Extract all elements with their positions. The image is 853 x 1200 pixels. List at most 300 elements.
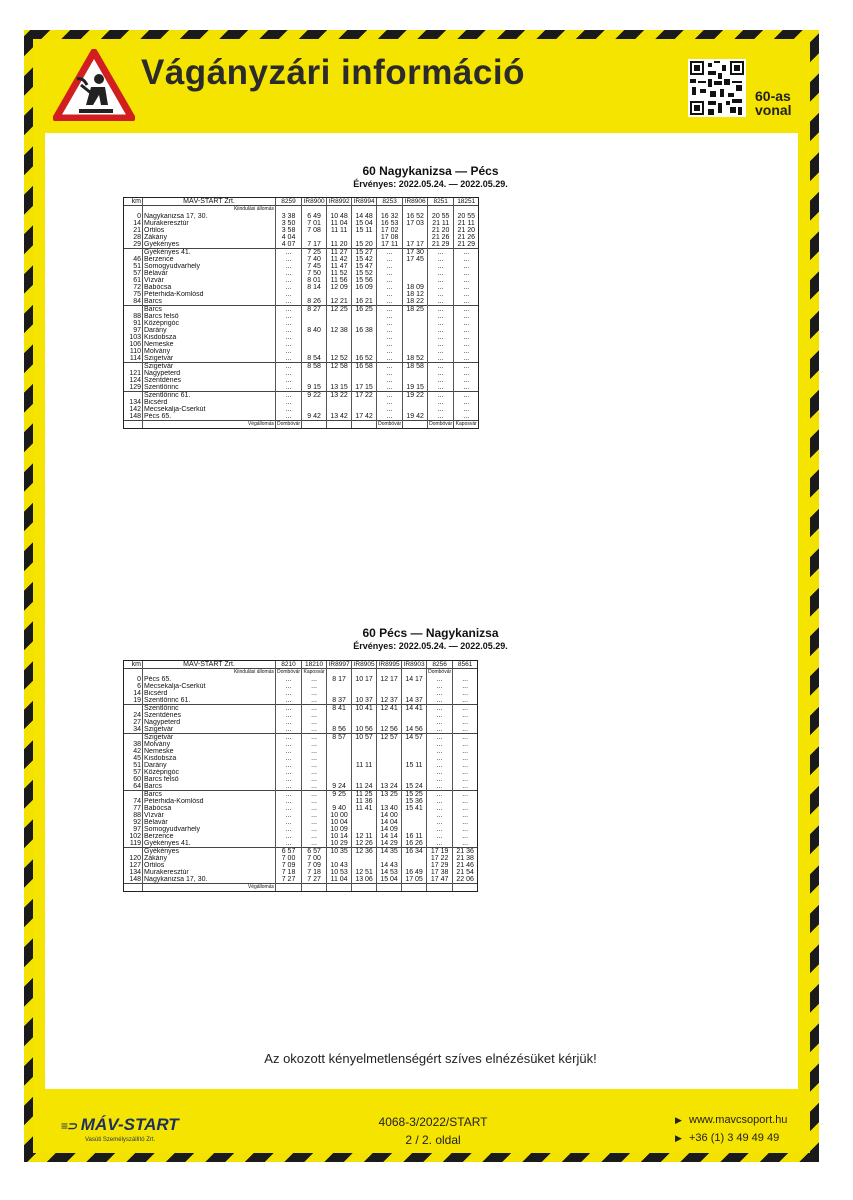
timetable1-start-label: Kiindulási állomás: [143, 206, 276, 214]
timetable2-time-cell: ...: [302, 798, 327, 805]
timetable2-time-cell: ...: [453, 697, 478, 705]
timetable2-time-cell: ...: [427, 833, 453, 840]
timetable2-time-cell: ...: [276, 719, 302, 726]
timetable2-end-station: [402, 884, 427, 892]
timetable2-end-station: [276, 884, 302, 892]
timetable1-time-cell: 8 40: [302, 327, 327, 334]
timetable1-time-cell: [302, 399, 327, 406]
timetable1-time-cell: [352, 334, 377, 341]
timetable1-station-cell: Mecsekalja-Cserkút: [143, 406, 276, 413]
timetable1-km-cell: 103: [129, 334, 141, 341]
timetable1-time-cell: 16 52: [352, 355, 377, 363]
timetable2-time-cell: [327, 683, 352, 690]
timetable1-end-label: Végállomás: [143, 421, 276, 429]
timetable2-time-cell: [377, 776, 402, 783]
timetable1-time-cell: ...: [276, 399, 302, 406]
doc-number: 4068-3/2022/START: [378, 1115, 488, 1129]
timetable1-time-cell: [327, 291, 352, 298]
timetable1-time-cell: 11 20: [327, 241, 352, 249]
timetable2-time-cell: ...: [427, 812, 453, 819]
timetable1-km-cell: 121: [129, 370, 141, 377]
timetable1-time-cell: ...: [428, 399, 454, 406]
timetable1-time-cell: 17 22: [352, 392, 377, 400]
timetable1-time-cell: ...: [276, 263, 302, 270]
timetable1-row: [124, 291, 478, 298]
timetable1-time-cell: 7 45: [302, 263, 327, 270]
timetable1-time-cell: ...: [428, 327, 454, 334]
timetable1-time-cell: ...: [377, 399, 403, 406]
timetable2-time-cell: 15 41: [402, 805, 427, 812]
timetable2-end-station: [377, 884, 402, 892]
timetable1-time-cell: 16 58: [352, 363, 377, 371]
timetable1-train-number: IR8906: [403, 198, 428, 206]
timetable1-time-cell: 10 48: [327, 213, 352, 220]
timetable1-time-cell: 16 32: [377, 213, 403, 220]
timetable1-end-station: Kaposvár: [455, 421, 477, 427]
timetable1-time-cell: [302, 334, 327, 341]
qr-code-icon[interactable]: [688, 59, 746, 117]
timetable1-station-cell: Barcs felső: [143, 313, 276, 320]
timetable2-time-cell: ...: [276, 819, 302, 826]
timetable1-time-cell: ...: [377, 277, 403, 284]
timetable2-km-cell: 77: [133, 805, 141, 812]
timetable1-time-cell: ...: [276, 291, 302, 298]
timetable2-time-cell: ...: [427, 791, 453, 799]
timetable2-time-cell: ...: [453, 712, 478, 719]
timetable2-time-cell: ...: [302, 819, 327, 826]
timetable1-time-cell: [403, 348, 428, 355]
timetable2-time-cell: [377, 690, 402, 697]
timetable1-time-cell: ...: [276, 392, 302, 400]
timetable2-time-cell: 7 18: [276, 869, 302, 876]
timetable1-time-cell: ...: [276, 355, 302, 363]
timetable2-time-cell: 6 57: [276, 848, 302, 856]
timetable2-time-cell: 15 24: [402, 783, 427, 791]
brand-name: MÁV-START: [80, 1115, 179, 1134]
timetable1-time-cell: ...: [454, 384, 479, 392]
timetable1-time-cell: ...: [377, 313, 403, 320]
timetable2-station-cell: Nagykanizsa 17, 30.: [143, 876, 276, 884]
timetable1-time-cell: 9 22: [302, 392, 327, 400]
timetable2-time-cell: ...: [276, 812, 302, 819]
timetable2-km-cell: [124, 848, 143, 856]
timetable2-time-cell: ...: [453, 748, 478, 755]
timetable1-km-cell: 106: [129, 341, 141, 348]
timetable2-time-cell: ...: [453, 755, 478, 762]
timetable1-row: [124, 256, 478, 263]
timetable1-time-cell: [327, 341, 352, 348]
timetable1-time-cell: 20 55: [454, 213, 479, 220]
timetable2-station-cell: Szentdénes: [143, 712, 276, 719]
timetable2-time-cell: ...: [427, 676, 453, 683]
timetable1-station-cell: Szigetvár: [143, 363, 276, 371]
timetable1-time-cell: ...: [276, 370, 302, 377]
timetable2-row: [124, 826, 477, 833]
timetable1-km-cell: 124: [129, 377, 141, 384]
timetable2-time-cell: ...: [453, 683, 478, 690]
timetable1-row: [124, 227, 478, 234]
timetable2-time-cell: 14 57: [402, 734, 427, 742]
timetable2-time-cell: 8 17: [327, 676, 352, 683]
timetable2-row: [124, 741, 477, 748]
timetable1-time-cell: ...: [377, 392, 403, 400]
timetable1-time-cell: 7 40: [302, 256, 327, 263]
timetable1-time-cell: ...: [428, 348, 454, 355]
timetable2-time-cell: 12 56: [377, 726, 402, 734]
timetable2-time-cell: 10 00: [327, 812, 352, 819]
timetable1-time-cell: [327, 313, 352, 320]
timetable2-time-cell: 15 04: [377, 876, 402, 884]
timetable1-km-cell: 129: [129, 384, 141, 391]
timetable2-time-cell: ...: [453, 769, 478, 776]
timetable1-row: [124, 277, 478, 284]
timetable2-time-cell: 10 53: [327, 869, 352, 876]
timetable1-time-cell: [403, 377, 428, 384]
timetable1-time-cell: ...: [276, 320, 302, 327]
timetable2-station-cell: Péterhida-Komlósd: [143, 798, 276, 805]
timetable1-time-cell: 18 52: [403, 355, 428, 363]
timetable2-station-cell: Örtilos: [143, 862, 276, 869]
timetable2-time-cell: 7 00: [276, 855, 302, 862]
timetable2-time-cell: ...: [302, 812, 327, 819]
timetable2-time-cell: [352, 862, 377, 869]
timetable1-time-cell: ...: [428, 392, 454, 400]
timetable2-time-cell: ...: [302, 734, 327, 742]
timetable2-time-cell: 7 27: [302, 876, 327, 884]
warning-sign-icon: [53, 49, 135, 121]
timetable1-row: [124, 284, 478, 291]
timetable2-km-cell: 60: [133, 776, 141, 783]
timetable2-time-cell: ...: [276, 741, 302, 748]
timetable2-time-cell: 12 36: [352, 848, 377, 856]
timetable2-time-cell: ...: [427, 762, 453, 769]
timetable2-km-cell: 27: [133, 719, 141, 726]
timetable1-end-station: [403, 421, 428, 429]
timetable1-km-header: km: [131, 198, 141, 205]
timetable2-start-row: [124, 669, 477, 677]
timetable2-km-header: km: [131, 661, 141, 668]
timetable2-time-cell: [402, 741, 427, 748]
timetable2-time-cell: ...: [453, 833, 478, 840]
timetable2-row: [124, 755, 477, 762]
timetable2-row: [124, 769, 477, 776]
timetable1-start-station: [302, 206, 327, 214]
timetable1-time-cell: ...: [454, 341, 479, 348]
timetable2-time-cell: ...: [427, 734, 453, 742]
timetable2-time-cell: ...: [453, 776, 478, 783]
timetable1-end-station: Dombóvár: [429, 421, 453, 427]
timetable1-time-cell: 11 42: [327, 256, 352, 263]
timetable2-row: [124, 833, 477, 840]
website-link[interactable]: [675, 1111, 787, 1129]
timetable1-train-number: 8253: [377, 198, 403, 206]
timetable1-time-cell: ...: [428, 363, 454, 371]
timetable1-time-cell: 7 17: [302, 241, 327, 249]
yellow-panel: [33, 39, 810, 1153]
timetable1-time-cell: 11 47: [327, 263, 352, 270]
timetable2-time-cell: [327, 798, 352, 805]
timetable1-time-cell: 17 15: [352, 384, 377, 392]
timetable2-time-cell: ...: [276, 776, 302, 783]
timetable1-time-cell: ...: [276, 256, 302, 263]
timetable1-row: [124, 327, 478, 334]
line-badge: [755, 89, 792, 117]
timetable1-time-cell: ...: [276, 406, 302, 413]
timetable1-time-cell: ...: [377, 370, 403, 377]
timetable1-time-cell: [302, 313, 327, 320]
timetable2-km-cell: 0: [137, 676, 141, 683]
timetable1-time-cell: ...: [276, 413, 302, 421]
timetable2-row: [124, 840, 477, 848]
timetable2-time-cell: [327, 769, 352, 776]
timetable2-km-cell: [124, 791, 143, 799]
timetable1-time-cell: 8 58: [302, 363, 327, 371]
timetable1-end-station: [327, 421, 352, 429]
line-badge-label: vonal: [755, 102, 792, 118]
timetable2-time-cell: ...: [276, 791, 302, 799]
timetable1-row: [124, 355, 478, 363]
timetable1-km-cell: [124, 363, 143, 371]
timetable1-row: [124, 270, 478, 277]
timetable1-time-cell: 16 21: [352, 298, 377, 306]
timetable2-time-cell: 8 37: [327, 697, 352, 705]
timetable1-time-cell: 17 45: [403, 256, 428, 263]
timetable2-km-cell: 14: [133, 690, 141, 697]
timetable2-time-cell: [377, 741, 402, 748]
timetable2-time-cell: ...: [453, 798, 478, 805]
timetable2-time-cell: 7 09: [276, 862, 302, 869]
timetable2-time-cell: ...: [302, 712, 327, 719]
timetable2-time-cell: [377, 798, 402, 805]
timetable1-km-cell: 29: [133, 241, 141, 248]
timetable2-time-cell: ...: [276, 833, 302, 840]
timetable1-time-cell: [352, 341, 377, 348]
timetable1-time-cell: [403, 406, 428, 413]
timetable1-time-cell: 16 09: [352, 284, 377, 291]
timetable2-km-cell: 74: [133, 798, 141, 805]
timetable1-time-cell: [403, 234, 428, 241]
timetable2-time-cell: 10 17: [352, 676, 377, 683]
timetable1-station-cell: Kisdobsza: [143, 334, 276, 341]
timetable1-operator: MÁV-START Zrt.: [143, 198, 276, 206]
timetable1-time-cell: 19 15: [403, 384, 428, 392]
timetable1-time-cell: 21 11: [454, 220, 479, 227]
timetable1-time-cell: ...: [428, 249, 454, 257]
timetable1-time-cell: ...: [276, 249, 302, 257]
timetable1-time-cell: [327, 234, 352, 241]
timetable1-km-cell: 91: [133, 320, 141, 327]
timetable2-time-cell: ...: [302, 741, 327, 748]
timetable1-time-cell: 21 29: [428, 241, 454, 249]
timetable2-time-cell: 16 49: [402, 869, 427, 876]
timetable2-time-cell: 10 04: [327, 819, 352, 826]
timetable1-time-cell: 15 27: [352, 249, 377, 257]
timetable2-time-cell: [377, 683, 402, 690]
timetable1-start-station: [454, 206, 479, 214]
timetable1-time-cell: [302, 234, 327, 241]
timetable2-station-cell: Barcs: [143, 783, 276, 791]
timetable1-time-cell: ...: [454, 377, 479, 384]
timetable1-time-cell: 15 56: [352, 277, 377, 284]
timetable1-time-cell: ...: [428, 320, 454, 327]
timetable2: [123, 660, 478, 892]
timetable1-time-cell: 11 04: [327, 220, 352, 227]
timetable2-row: [124, 791, 477, 799]
timetable2-start-station: [352, 669, 377, 677]
timetable2-time-cell: 13 25: [377, 791, 402, 799]
timetable2-km-cell: 102: [129, 833, 141, 840]
timetable2-time-cell: 10 37: [352, 697, 377, 705]
timetable2-km-cell: 64: [133, 783, 141, 790]
timetable2-time-cell: ...: [453, 783, 478, 791]
timetable1-time-cell: ...: [377, 284, 403, 291]
timetable2-station-cell: Szigetvár: [143, 734, 276, 742]
timetable1-time-cell: 15 47: [352, 263, 377, 270]
timetable2-km-cell: 119: [129, 840, 141, 847]
timetable1-time-cell: 13 22: [327, 392, 352, 400]
timetable2-time-cell: [402, 855, 427, 862]
mav-start-logo[interactable]: [61, 1115, 179, 1135]
timetable2-time-cell: [377, 855, 402, 862]
timetable2-time-cell: ...: [427, 769, 453, 776]
timetable2-start-station: [377, 669, 402, 677]
timetable2-row: [124, 726, 477, 734]
timetable2-time-cell: ...: [302, 748, 327, 755]
timetable2-time-cell: ...: [427, 705, 453, 713]
timetable2-time-cell: ...: [302, 690, 327, 697]
timetable1-time-cell: [302, 377, 327, 384]
timetable1-time-cell: 17 03: [403, 220, 428, 227]
timetable1-train-number: IR8992: [327, 198, 352, 206]
timetable1-station-cell: Murakeresztúr: [143, 220, 276, 227]
timetable2-time-cell: 14 04: [377, 819, 402, 826]
timetable1-time-cell: ...: [454, 291, 479, 298]
timetable2-time-cell: 10 29: [327, 840, 352, 848]
timetable2-time-cell: ...: [302, 676, 327, 683]
timetable2-time-cell: ...: [453, 805, 478, 812]
timetable2-time-cell: 12 51: [352, 869, 377, 876]
timetable1-row: [124, 320, 478, 327]
timetable2-time-cell: 15 25: [402, 791, 427, 799]
timetable2-time-cell: ...: [453, 762, 478, 769]
timetable2-time-cell: ...: [302, 762, 327, 769]
timetable2-time-cell: ...: [276, 734, 302, 742]
timetable2-time-cell: 12 17: [377, 676, 402, 683]
timetable1-station-cell: Középrigóc: [143, 320, 276, 327]
timetable1-time-cell: ...: [454, 298, 479, 306]
timetable2-title: 60 Pécs — Nagykanizsa: [362, 626, 499, 640]
timetable2-time-cell: 12 57: [377, 734, 402, 742]
timetable2-station-cell: Nagypeterd: [143, 719, 276, 726]
brand-sub: Vasúti Személyszállító Zrt.: [85, 1137, 156, 1143]
timetable2-time-cell: [377, 755, 402, 762]
timetable2-time-cell: 10 57: [352, 734, 377, 742]
timetable2-time-cell: [352, 683, 377, 690]
timetable1-time-cell: ...: [377, 298, 403, 306]
timetable2-km-cell: 24: [133, 712, 141, 719]
timetable1-time-cell: 16 38: [352, 327, 377, 334]
timetable2-time-cell: 17 22: [427, 855, 453, 862]
timetable2-time-cell: 8 56: [327, 726, 352, 734]
timetable1-time-cell: 8 54: [302, 355, 327, 363]
timetable1-station-cell: Szentlőrinc 61.: [143, 392, 276, 400]
timetable1-km-cell: 0: [137, 213, 141, 220]
timetable1-time-cell: ...: [276, 341, 302, 348]
timetable1-row: [124, 348, 478, 355]
timetable1-train-number: 8259: [276, 198, 302, 206]
timetable1-time-cell: [403, 227, 428, 234]
timetable2-start-station: [453, 669, 478, 677]
timetable1-time-cell: ...: [377, 334, 403, 341]
timetable1-time-cell: ...: [454, 355, 479, 363]
timetable1-time-cell: ...: [428, 284, 454, 291]
timetable1-time-cell: ...: [454, 413, 479, 421]
timetable1-time-cell: [327, 399, 352, 406]
website-text: www.mavcsoport.hu: [689, 1114, 788, 1126]
timetable1-time-cell: ...: [428, 256, 454, 263]
timetable2-time-cell: ...: [427, 726, 453, 734]
page-title: Vágányzári információ: [141, 53, 525, 92]
timetable2-time-cell: 10 56: [352, 726, 377, 734]
timetable2-time-cell: ...: [453, 690, 478, 697]
timetable1-time-cell: 15 52: [352, 270, 377, 277]
timetable1-time-cell: 7 50: [302, 270, 327, 277]
timetable2-time-cell: [352, 776, 377, 783]
timetable2-time-cell: 14 29: [377, 840, 402, 848]
timetable1-km-cell: 72: [133, 284, 141, 291]
timetable1-time-cell: 19 42: [403, 413, 428, 421]
timetable1-km-cell: 97: [133, 327, 141, 334]
timetable2-time-cell: 16 34: [402, 848, 427, 856]
timetable2-train-number: IR8995: [377, 661, 402, 669]
timetable1-time-cell: ...: [377, 291, 403, 298]
timetable2-row: [124, 862, 477, 869]
timetable1-time-cell: ...: [377, 341, 403, 348]
timetable1-time-cell: 17 08: [377, 234, 403, 241]
timetable1-station-cell: Péterhida-Komlósd: [143, 291, 276, 298]
timetable2-time-cell: 9 25: [327, 791, 352, 799]
timetable1-time-cell: [302, 291, 327, 298]
timetable1-time-cell: 3 50: [276, 220, 302, 227]
timetable1-time-cell: [403, 313, 428, 320]
timetable1-time-cell: 16 52: [403, 213, 428, 220]
timetable1-km-cell: 142: [129, 406, 141, 413]
timetable1-km-cell: 57: [133, 270, 141, 277]
timetable2-time-cell: 14 43: [377, 862, 402, 869]
timetable2-start-station: Dombóvár: [428, 669, 452, 675]
timetable2-time-cell: 11 11: [352, 762, 377, 769]
timetable1-time-cell: 7 08: [302, 227, 327, 234]
timetable1-time-cell: [403, 270, 428, 277]
timetable2-time-cell: [327, 690, 352, 697]
phone-link[interactable]: [675, 1129, 787, 1147]
timetable2-km-cell: 6: [137, 683, 141, 690]
timetable1-station-cell: Babócsa: [143, 284, 276, 291]
arrow-right-icon: ▶: [675, 1133, 682, 1143]
timetable1-time-cell: 12 25: [327, 306, 352, 314]
timetable2-time-cell: 16 26: [402, 840, 427, 848]
timetable2-heading: [45, 627, 816, 653]
timetable2-time-cell: ...: [276, 798, 302, 805]
timetable1-time-cell: 8 26: [302, 298, 327, 306]
timetable1-time-cell: ...: [428, 270, 454, 277]
timetable1-time-cell: 18 22: [403, 298, 428, 306]
timetable2-row: [124, 783, 477, 791]
timetable2-time-cell: [352, 719, 377, 726]
timetable2-time-cell: [327, 748, 352, 755]
timetable2-time-cell: ...: [276, 783, 302, 791]
timetable1-time-cell: [302, 406, 327, 413]
